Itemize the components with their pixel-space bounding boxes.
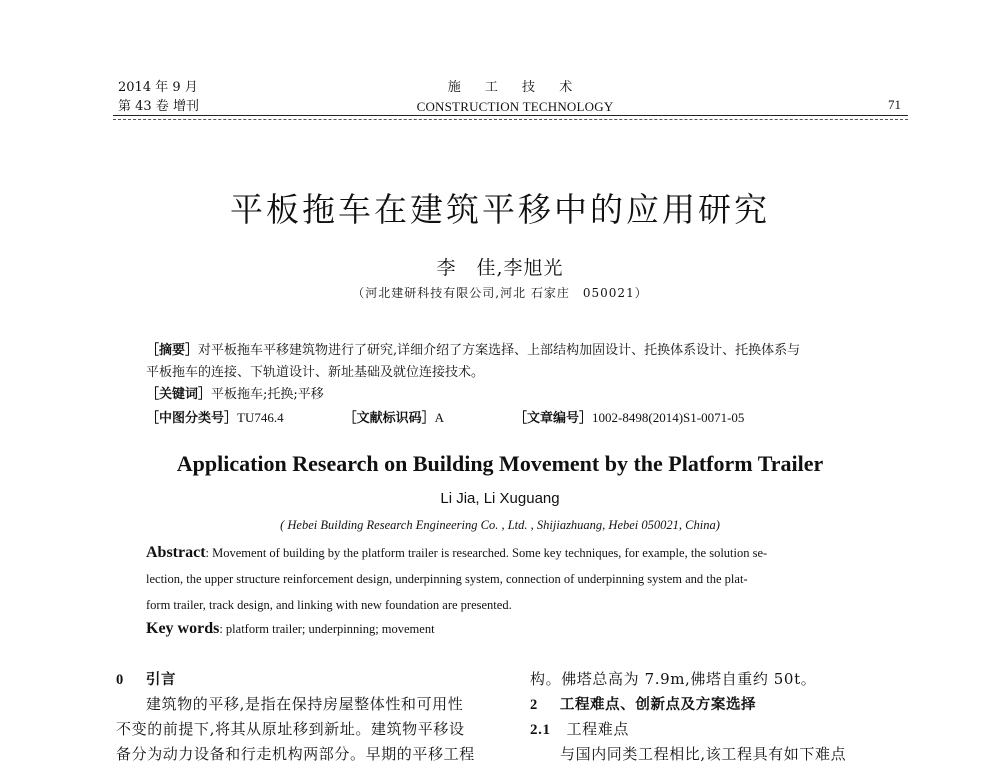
volume-info: 第 43 卷 增刊 xyxy=(118,99,199,114)
section-2-heading xyxy=(530,692,756,718)
keywords-en xyxy=(146,616,886,642)
journal-name-en: CONSTRUCTION TECHNOLOGY xyxy=(416,99,614,114)
keywords-en-text: : platform trailer; underpinning; movement xyxy=(219,622,435,636)
section-0-number: 0 xyxy=(116,672,124,688)
abstract-cn-line-2: 平板拖车的连接、下轨道设计、新址基础及就位连接技术。 xyxy=(146,365,485,380)
classification-line xyxy=(146,408,744,429)
issue-date: 2014 年 9 月 xyxy=(118,80,198,95)
abstract-en-text-1: : Movement of building by the platform trailer is researched. Some key techniques, for example, the solution se- xyxy=(205,546,768,560)
body-left-line-3: 备分为动力设备和行走机构两部分。早期的平移工程 xyxy=(116,745,475,763)
header-rule-secondary xyxy=(113,119,908,120)
clc-value: TU746.4 xyxy=(237,410,284,425)
abstract-cn-line-1 xyxy=(146,341,800,361)
doc-code-value: A xyxy=(434,410,445,425)
abstract-cn-text-1: 对平板拖车平移建筑物进行了研究,详细介绍了方案选择、上部结构加固设计、托换体系设计、托换体系与 xyxy=(198,343,801,358)
keywords-en-label: Key words xyxy=(146,620,220,637)
section-2-title: 工程难点、创新点及方案选择 xyxy=(559,697,757,713)
keywords-cn xyxy=(146,385,324,405)
clc-label: ［中图分类号］ xyxy=(146,411,238,426)
abstract-en-line-1 xyxy=(146,540,886,566)
body-right-line-2: 与国内同类工程相比,该工程具有如下难点 xyxy=(560,745,847,763)
section-0-title: 引言 xyxy=(145,672,177,688)
abstract-cn-label: ［摘要］ xyxy=(146,343,199,358)
authors-cn: 李 佳,李旭光 xyxy=(436,257,564,279)
abstract-en-line-2: lection, the upper structure reinforcement design, underpinning system, connection of underpinning system and the plat- xyxy=(146,572,748,586)
body-left-line-2: 不变的前提下,将其从原址移到新址。建筑物平移设 xyxy=(116,720,465,738)
article-no-label: ［文章编号］ xyxy=(514,411,593,426)
section-0-heading xyxy=(116,667,176,693)
paper-title-cn: 平板拖车在建筑平移中的应用研究 xyxy=(230,190,770,229)
running-header-left xyxy=(118,78,199,116)
section-2-number: 2 xyxy=(530,697,538,713)
section-2-1-number: 2.1 xyxy=(530,722,551,738)
keywords-cn-text: 平板拖车;托换;平移 xyxy=(211,387,324,402)
header-rule xyxy=(113,115,908,116)
body-right-line-1: 构。佛塔总高为 7.9m,佛塔自重约 50t。 xyxy=(530,670,817,688)
journal-name-cn: 施 工 技 术 xyxy=(447,80,583,95)
keywords-cn-label: ［关键词］ xyxy=(146,387,212,402)
page-number: 71 xyxy=(888,97,901,112)
section-2-1-title: 工程难点 xyxy=(566,720,629,738)
abstract-en-label: Abstract xyxy=(146,544,206,561)
paper-title-en: Application Research on Building Movement by the Platform Trailer xyxy=(176,451,824,476)
doc-code-label: ［文献标识码］ xyxy=(343,411,435,426)
article-no-value: 1002-8498(2014)S1-0071-05 xyxy=(592,410,745,425)
abstract-en-line-3: form trailer, track design, and linking with new foundation are presented. xyxy=(146,598,512,612)
running-header-center xyxy=(380,78,650,116)
authors-en: Li Jia, Li Xuguang xyxy=(440,490,560,507)
affiliation-cn: （河北建研科技有限公司,河北 石家庄 050021） xyxy=(352,286,648,300)
affiliation-en: ( Hebei Building Research Engineering Co. , Ltd. , Shijiazhuang, Hebei 050021, China) xyxy=(280,518,720,532)
section-2-1-heading xyxy=(530,717,629,743)
body-left-line-1: 建筑物的平移,是指在保持房屋整体性和可用性 xyxy=(146,695,464,713)
